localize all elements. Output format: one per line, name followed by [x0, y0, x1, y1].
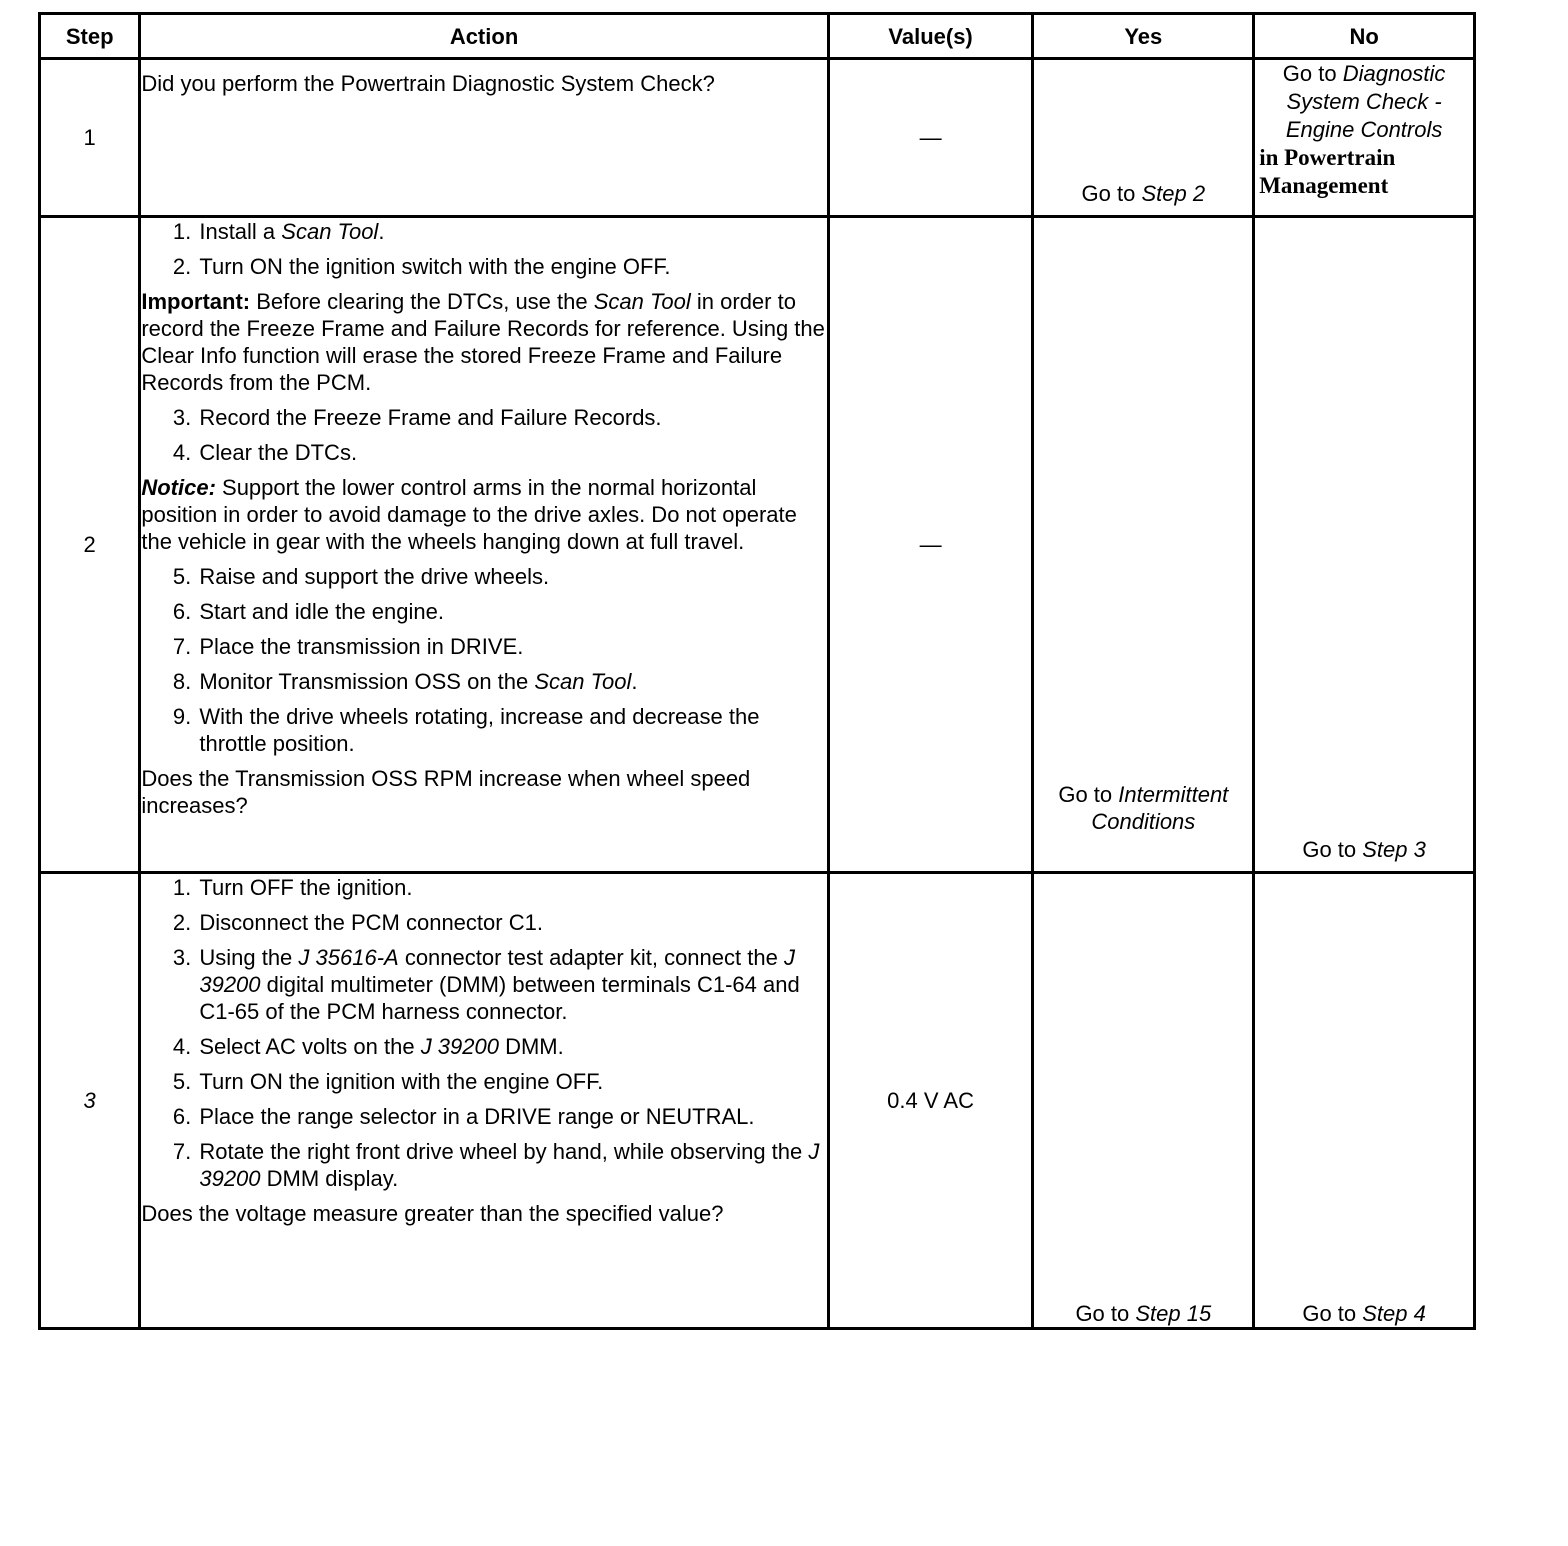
no-cell: Go to Step 3	[1254, 217, 1475, 873]
yes-cell	[1033, 217, 1254, 873]
action-cell	[140, 217, 828, 873]
no-line-1: Go to Diagnostic	[1282, 61, 1446, 86]
yes-step-link[interactable]: Step 15	[1135, 1301, 1212, 1326]
yes-go-to: Go to	[1081, 181, 1142, 206]
yes-intermittent-link[interactable]: Intermittent	[1118, 782, 1229, 807]
no-line-5: Management	[1259, 173, 1389, 198]
list-item: 3. Record the Freeze Frame and Failure Records.	[197, 404, 826, 431]
yes-step-link[interactable]: Step 2	[1141, 181, 1206, 206]
step-list-c	[141, 563, 826, 757]
no-diag-link[interactable]: Diagnostic	[1342, 61, 1446, 86]
diagnostic-table	[38, 12, 1476, 1330]
no-step-link[interactable]: Step 3	[1362, 837, 1426, 862]
table-row-step-1	[40, 59, 1475, 217]
header-no: No	[1254, 14, 1475, 59]
notice-note: Notice: Support the lower control arms in the normal horizontal position in order to avoid damage to the drive axles. Do not operate the vehicle in gear with the wheels hanging down at full travel.	[141, 475, 797, 554]
header-values: Value(s)	[828, 14, 1033, 59]
list-item: 3. Using the J 35616-A connector test adapter kit, connect the J 39200 digital multimeter (DMM) between terminals C1-64 and C1-65 of the PCM harness connector.	[197, 944, 826, 1025]
list-item: 6. Start and idle the engine.	[197, 598, 826, 625]
header-action: Action	[140, 14, 828, 59]
list-item: 7. Rotate the right front drive wheel by hand, while observing the J 39200 DMM display.	[197, 1138, 826, 1192]
table-row-step-2	[40, 217, 1475, 873]
list-item: 6. Place the range selector in a DRIVE range or NEUTRAL.	[197, 1103, 826, 1130]
important-note: Important: Before clearing the DTCs, use the Scan Tool in order to record the Freeze Frame and Failure Records for reference. Using the Clear Info function will erase the stored Freeze Frame and Failure Records from the PCM.	[141, 289, 825, 395]
no-line-4: in Powertrain	[1259, 145, 1396, 170]
action-question: Does the voltage measure greater than the specified value?	[141, 1201, 724, 1226]
yes-cell: Go to Step 15	[1033, 873, 1254, 1329]
action-cell	[140, 873, 828, 1329]
table-row-step-3	[40, 873, 1475, 1329]
list-item: 7. Place the transmission in DRIVE.	[197, 633, 826, 660]
header-row	[40, 14, 1475, 59]
no-step-link[interactable]: Step 4	[1362, 1301, 1426, 1326]
yes-conditions-link[interactable]: Conditions	[1091, 809, 1196, 834]
step-number: 2	[40, 217, 140, 873]
action-question: Did you perform the Powertrain Diagnostic System Check?	[141, 71, 715, 96]
value-cell: —	[828, 217, 1033, 873]
action-question: Does the Transmission OSS RPM increase when wheel speed increases?	[141, 766, 751, 818]
value-cell: —	[828, 59, 1033, 217]
value-cell: 0.4 V AC	[828, 873, 1033, 1329]
step-number: 1	[40, 59, 140, 217]
yes-cell	[1033, 59, 1254, 217]
list-item: 5. Raise and support the drive wheels.	[197, 563, 826, 590]
step-list	[141, 874, 826, 1192]
no-cell	[1254, 59, 1475, 217]
no-cell: Go to Step 4	[1254, 873, 1475, 1329]
step-list-b	[141, 404, 826, 466]
list-item: 8. Monitor Transmission OSS on the Scan Tool.	[197, 668, 826, 695]
list-item: 5. Turn ON the ignition with the engine OFF.	[197, 1068, 826, 1095]
step-list-a	[141, 218, 826, 280]
yes-line-1: Go to Intermittent	[1058, 782, 1229, 807]
list-item: 9. With the drive wheels rotating, increase and decrease the throttle position.	[197, 703, 826, 757]
list-item: 2. Turn ON the ignition switch with the engine OFF.	[197, 253, 826, 280]
no-line-2[interactable]: System Check -	[1286, 89, 1442, 114]
list-item: 4. Clear the DTCs.	[197, 439, 826, 466]
list-item: 1. Install a Scan Tool.	[197, 218, 826, 245]
action-cell	[140, 59, 828, 217]
step-number: 3	[40, 873, 140, 1329]
header-step: Step	[40, 14, 140, 59]
list-item: 4. Select AC volts on the J 39200 DMM.	[197, 1033, 826, 1060]
no-line-3[interactable]: Engine Controls	[1285, 117, 1443, 142]
list-item: 1. Turn OFF the ignition.	[197, 874, 826, 901]
list-item: 2. Disconnect the PCM connector C1.	[197, 909, 826, 936]
header-yes: Yes	[1033, 14, 1254, 59]
